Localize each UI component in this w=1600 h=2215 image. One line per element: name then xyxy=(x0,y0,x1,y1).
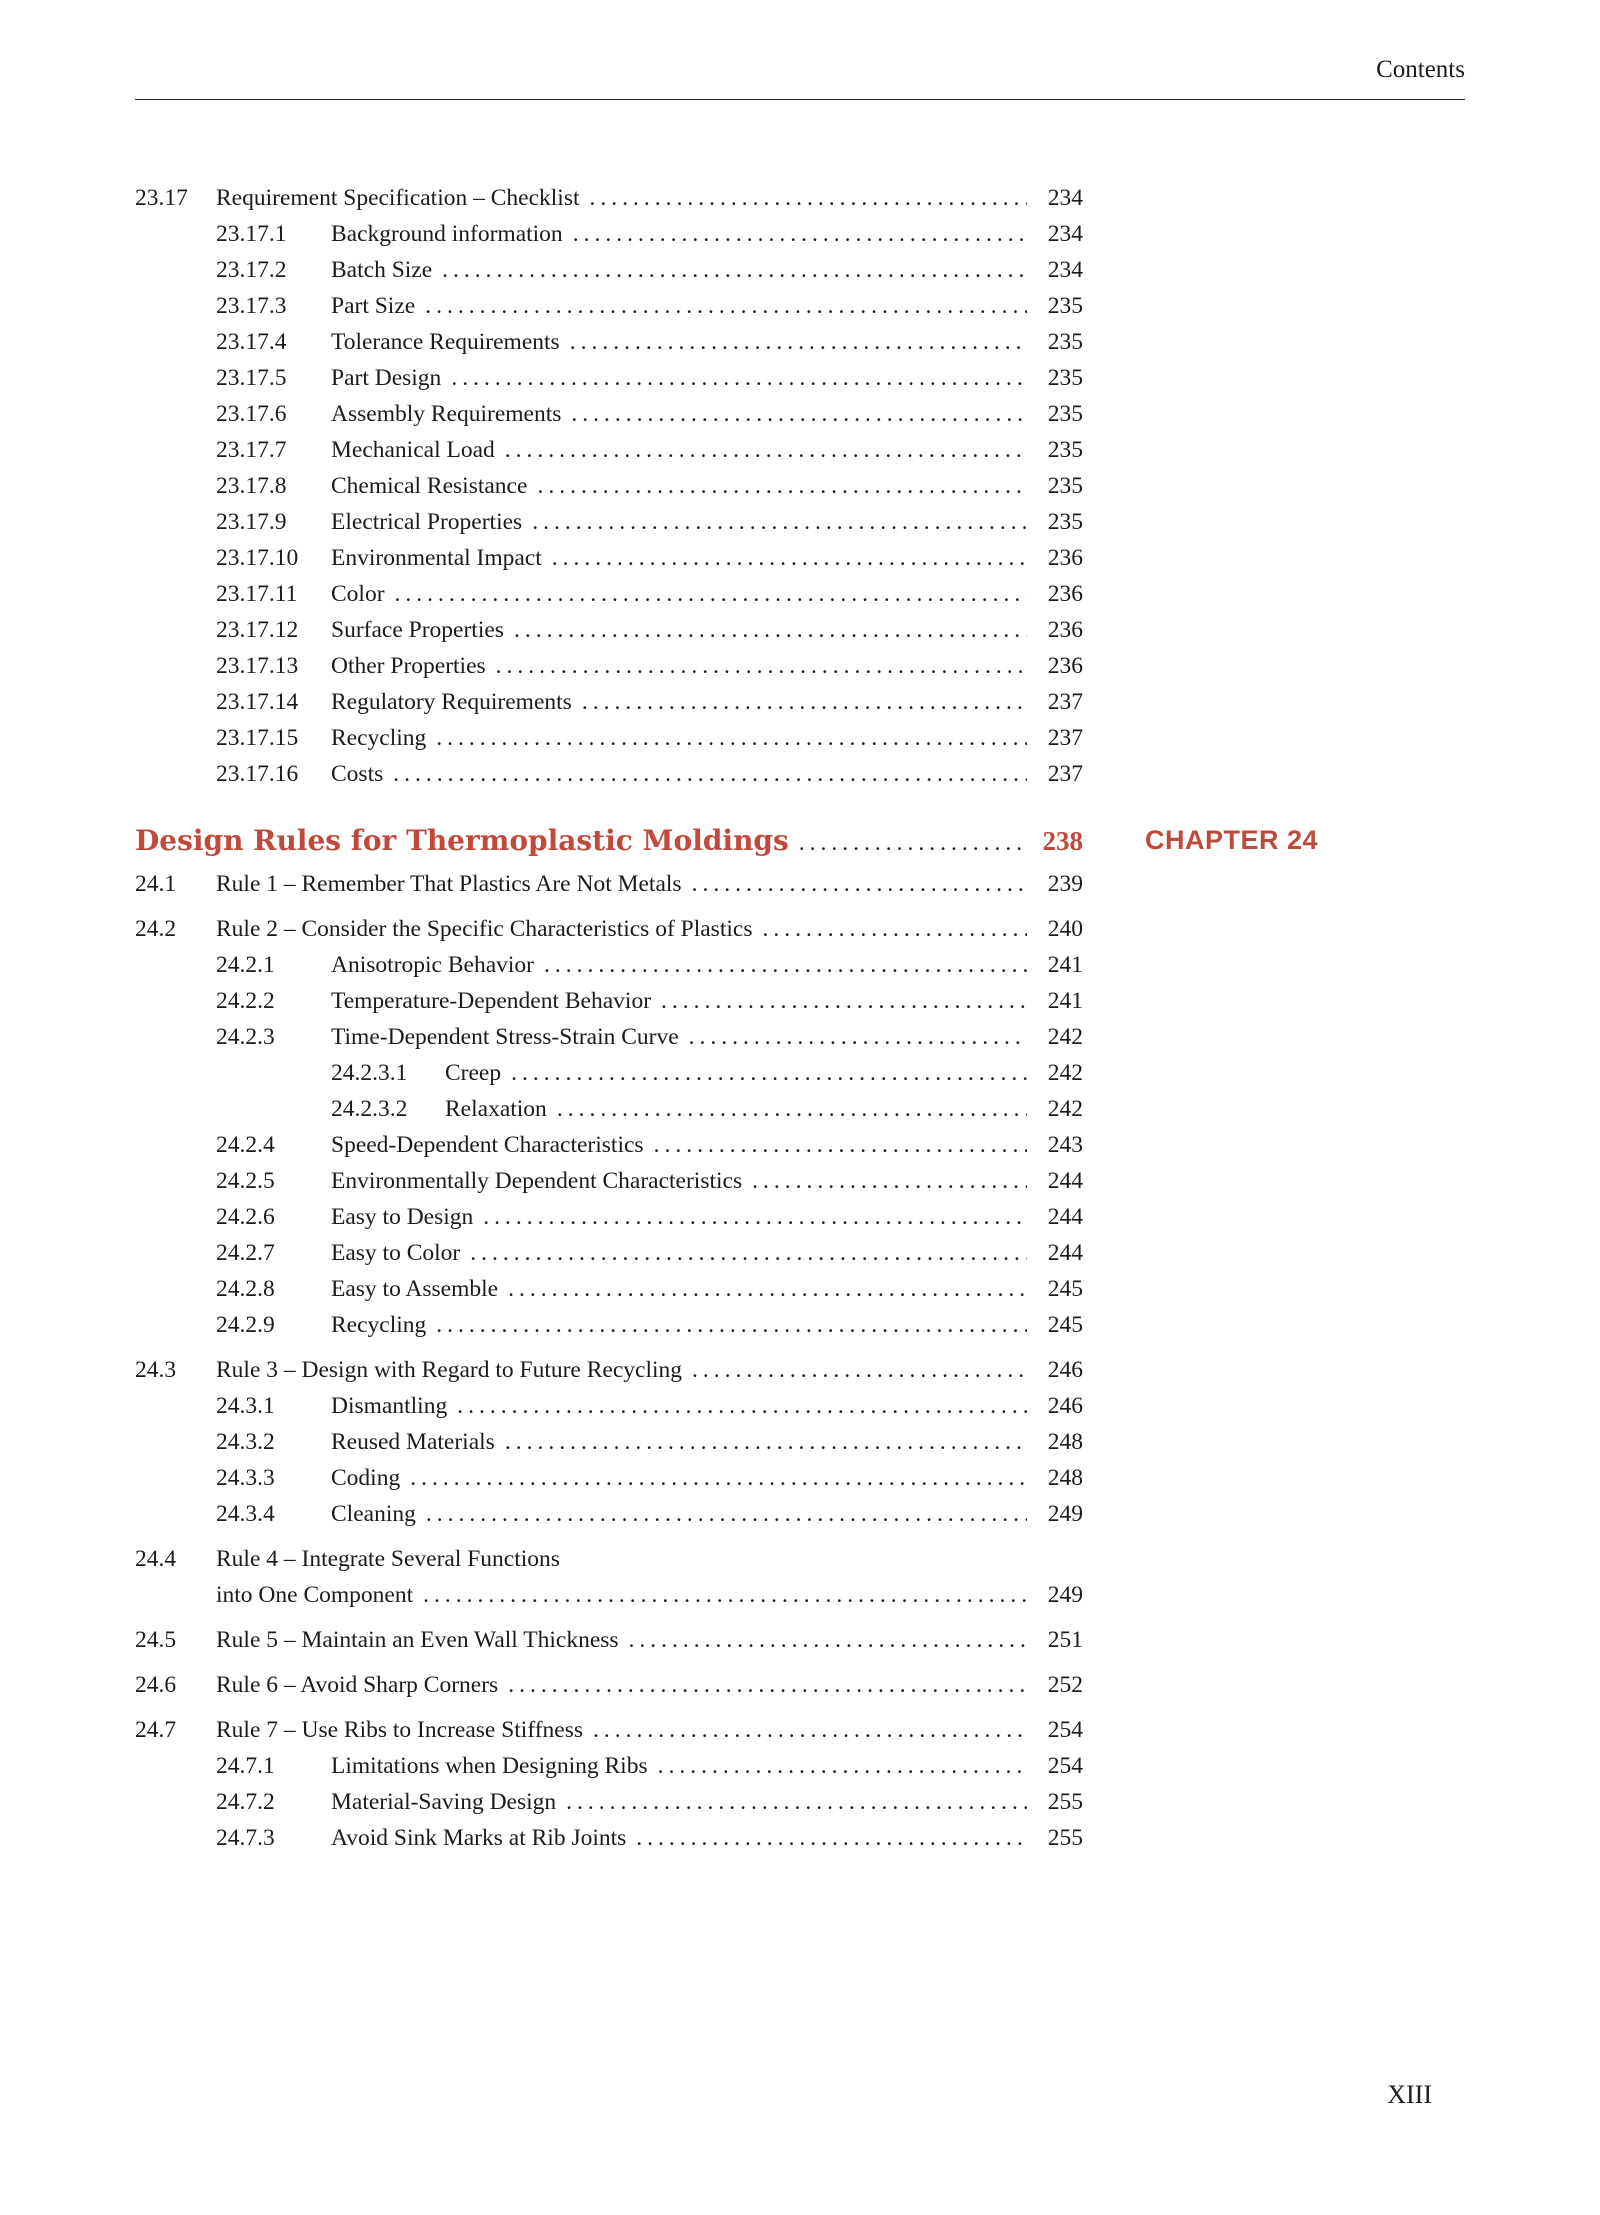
entry-page-number: 241 xyxy=(1047,952,1083,978)
entry-page-number: 244 xyxy=(1047,1204,1083,1230)
dot-leader xyxy=(557,1091,1027,1127)
toc-section-24 xyxy=(135,866,1083,1856)
dot-leader xyxy=(566,1784,1027,1820)
dot-leader xyxy=(514,612,1027,648)
dot-leader xyxy=(544,947,1027,983)
entry-page-number: 255 xyxy=(1047,1825,1083,1851)
dot-leader xyxy=(629,1622,1027,1658)
entry-page-number: 243 xyxy=(1047,1132,1083,1158)
entry-page-number: 234 xyxy=(1047,185,1083,211)
entry-number: 23.17.16 xyxy=(216,761,299,787)
dot-leader xyxy=(570,324,1027,360)
entry-page-number: 236 xyxy=(1047,617,1083,643)
entry-number: 23.17.6 xyxy=(216,401,287,427)
entry-number: 24.2.3.1 xyxy=(331,1060,408,1086)
dot-leader xyxy=(692,1352,1027,1388)
toc-entry xyxy=(135,756,1083,792)
entry-title: Rule 1 – Remember That Plastics Are Not Metals xyxy=(216,871,682,897)
toc-entry xyxy=(135,216,1083,252)
entry-number: 24.7.3 xyxy=(216,1825,275,1851)
entry-page-number: 234 xyxy=(1047,257,1083,283)
entry-page-number: 235 xyxy=(1047,293,1083,319)
toc-entry xyxy=(135,540,1083,576)
dot-leader xyxy=(762,911,1027,947)
entry-page-number: 246 xyxy=(1047,1357,1083,1383)
toc-entry xyxy=(135,1307,1083,1343)
entry-title: Tolerance Requirements xyxy=(331,329,560,355)
entry-title: Coding xyxy=(331,1465,401,1491)
entry-number: 24.7.1 xyxy=(216,1753,275,1779)
entry-page-number: 242 xyxy=(1047,1024,1083,1050)
entry-title: Part Size xyxy=(331,293,416,319)
toc-entry xyxy=(135,1199,1083,1235)
toc-entry xyxy=(135,432,1083,468)
entry-title: Time-Dependent Stress-Strain Curve xyxy=(331,1024,679,1050)
toc-entry xyxy=(135,1019,1083,1055)
dot-leader xyxy=(593,1712,1027,1748)
toc-entry xyxy=(135,1496,1083,1532)
entry-title: Chemical Resistance xyxy=(331,473,528,499)
entry-number: 23.17.4 xyxy=(216,329,287,355)
toc-entry xyxy=(135,648,1083,684)
entry-title: Rule 5 – Maintain an Even Wall Thickness xyxy=(216,1627,619,1653)
entry-number: 23.17.11 xyxy=(216,581,298,607)
entry-title: Creep xyxy=(445,1060,502,1086)
entry-title: Anisotropic Behavior xyxy=(331,952,534,978)
entry-page-number: 254 xyxy=(1047,1753,1083,1779)
dot-leader xyxy=(496,648,1027,684)
chapter-title: Design Rules for Thermoplastic Moldings xyxy=(135,824,789,857)
dot-leader xyxy=(658,1748,1027,1784)
chapter-heading-main xyxy=(135,824,1083,857)
toc-entry xyxy=(135,1541,1083,1577)
chapter-label: CHAPTER 24 xyxy=(1145,825,1319,855)
entry-title: Color xyxy=(331,581,385,607)
entry-number: 24.4 xyxy=(135,1546,177,1572)
entry-title: Environmental Impact xyxy=(331,545,542,571)
entry-page-number: 242 xyxy=(1047,1060,1083,1086)
entry-page-number: 244 xyxy=(1047,1168,1083,1194)
dot-leader xyxy=(552,540,1027,576)
entry-page-number: 239 xyxy=(1047,871,1083,897)
toc-entry xyxy=(135,504,1083,540)
entry-title: Rule 7 – Use Ribs to Increase Stiffness xyxy=(216,1717,584,1743)
page-footer xyxy=(135,2080,1465,2110)
entry-number: 23.17.14 xyxy=(216,689,299,715)
entry-page-number: 245 xyxy=(1047,1312,1083,1338)
entry-page-number: 241 xyxy=(1047,988,1083,1014)
entry-page-number: 254 xyxy=(1047,1717,1083,1743)
entry-number: 24.2.5 xyxy=(216,1168,275,1194)
header-title: Contents xyxy=(1376,56,1465,83)
toc-entry xyxy=(135,1127,1083,1163)
entry-page-number: 235 xyxy=(1047,509,1083,535)
dot-leader xyxy=(425,288,1027,324)
dot-leader xyxy=(590,180,1027,216)
dot-leader xyxy=(436,1307,1027,1343)
entry-title: Environmentally Dependent Characteristics xyxy=(331,1168,743,1194)
dot-leader xyxy=(457,1388,1027,1424)
entry-number: 24.2.7 xyxy=(216,1240,275,1266)
entry-title: Recycling xyxy=(331,725,427,751)
entry-page-number: 252 xyxy=(1047,1672,1083,1698)
entry-title: Other Properties xyxy=(331,653,486,679)
entry-page-number: 235 xyxy=(1047,329,1083,355)
toc-entry xyxy=(135,180,1083,216)
toc-entry xyxy=(135,1460,1083,1496)
dot-leader xyxy=(692,866,1027,902)
toc-entry xyxy=(135,576,1083,612)
page-header xyxy=(135,56,1465,84)
entry-title: Temperature-Dependent Behavior xyxy=(331,988,652,1014)
toc-entry xyxy=(135,468,1083,504)
entry-page-number: 244 xyxy=(1047,1240,1083,1266)
entry-title: Dismantling xyxy=(331,1393,448,1419)
toc-entry xyxy=(135,1667,1083,1703)
toc-entry xyxy=(135,1748,1083,1784)
entry-number: 24.3.2 xyxy=(216,1429,275,1455)
toc-entry xyxy=(135,720,1083,756)
entry-title: Surface Properties xyxy=(331,617,504,643)
dot-leader xyxy=(410,1460,1027,1496)
entry-title: Cleaning xyxy=(331,1501,416,1527)
dot-leader xyxy=(393,756,1027,792)
entry-page-number: 242 xyxy=(1047,1096,1083,1122)
entry-title: Part Design xyxy=(331,365,442,391)
entry-title: into One Component xyxy=(216,1582,414,1608)
dot-leader xyxy=(508,1667,1027,1703)
entry-title: Assembly Requirements xyxy=(331,401,562,427)
dot-leader xyxy=(508,1271,1027,1307)
toc-entry xyxy=(135,1091,1083,1127)
entry-page-number: 235 xyxy=(1047,401,1083,427)
entry-page-number: 235 xyxy=(1047,437,1083,463)
toc-entry xyxy=(135,396,1083,432)
dot-leader xyxy=(442,252,1027,288)
toc-entry xyxy=(135,1055,1083,1091)
dot-leader xyxy=(532,504,1027,540)
page-number: XIII xyxy=(1387,2080,1432,2109)
toc-section-23 xyxy=(135,180,1083,792)
entry-number: 24.3 xyxy=(135,1357,177,1383)
entry-title: Recycling xyxy=(331,1312,427,1338)
toc-entry xyxy=(135,288,1083,324)
entry-page-number: 249 xyxy=(1047,1501,1083,1527)
dot-leader xyxy=(505,432,1027,468)
entry-title: Material-Saving Design xyxy=(331,1789,557,1815)
dot-leader xyxy=(799,830,1027,857)
entry-title: Regulatory Requirements xyxy=(331,689,572,715)
entry-page-number: 237 xyxy=(1047,725,1083,751)
entry-title: Avoid Sink Marks at Rib Joints xyxy=(331,1825,627,1851)
entry-page-number: 246 xyxy=(1047,1393,1083,1419)
entry-page-number: 235 xyxy=(1047,365,1083,391)
toc-entry xyxy=(135,684,1083,720)
entry-title: Rule 4 – Integrate Several Functions xyxy=(216,1546,560,1572)
toc-entry xyxy=(135,612,1083,648)
dot-leader xyxy=(511,1055,1027,1091)
entry-number: 24.2.3.2 xyxy=(331,1096,408,1122)
toc-entry xyxy=(135,983,1083,1019)
entry-title: Batch Size xyxy=(331,257,433,283)
toc-content xyxy=(135,180,1465,1856)
entry-title: Easy to Color xyxy=(331,1240,461,1266)
toc-entry xyxy=(135,1820,1083,1856)
entry-page-number: 245 xyxy=(1047,1276,1083,1302)
entry-number: 24.5 xyxy=(135,1627,177,1653)
entry-title: Background information xyxy=(331,221,563,247)
toc-entry xyxy=(135,252,1083,288)
entry-number: 23.17.15 xyxy=(216,725,299,751)
entry-number: 24.2 xyxy=(135,916,177,942)
entry-page-number: 240 xyxy=(1047,916,1083,942)
entry-title: Easy to Design xyxy=(331,1204,474,1230)
toc-entry xyxy=(135,1784,1083,1820)
entry-title: Rule 6 – Avoid Sharp Corners xyxy=(216,1672,499,1698)
toc-entry xyxy=(135,1424,1083,1460)
entry-number: 24.7.2 xyxy=(216,1789,275,1815)
toc-entry-continuation xyxy=(135,1577,1083,1613)
dot-leader xyxy=(573,216,1027,252)
entry-number: 24.2.1 xyxy=(216,952,275,978)
toc-entry xyxy=(135,1622,1083,1658)
dot-leader xyxy=(571,396,1027,432)
toc-entry xyxy=(135,1352,1083,1388)
entry-number: 23.17.10 xyxy=(216,545,299,571)
entry-page-number: 251 xyxy=(1047,1627,1083,1653)
toc-entry xyxy=(135,947,1083,983)
entry-number: 24.6 xyxy=(135,1672,177,1698)
entry-number: 24.7 xyxy=(135,1717,177,1743)
chapter-heading-row xyxy=(135,824,1465,857)
entry-number: 24.3.4 xyxy=(216,1501,275,1527)
dot-leader xyxy=(426,1496,1027,1532)
entry-number: 24.1 xyxy=(135,871,177,897)
dot-leader xyxy=(436,720,1027,756)
entry-number: 23.17 xyxy=(135,185,188,211)
entry-page-number: 255 xyxy=(1047,1789,1083,1815)
entry-number: 24.3.3 xyxy=(216,1465,275,1491)
toc-entry xyxy=(135,1271,1083,1307)
entry-number: 24.2.2 xyxy=(216,988,275,1014)
entry-number: 23.17.2 xyxy=(216,257,287,283)
entry-page-number: 235 xyxy=(1047,473,1083,499)
entry-number: 23.17.8 xyxy=(216,473,287,499)
entry-number: 23.17.12 xyxy=(216,617,299,643)
entry-number: 24.2.4 xyxy=(216,1132,275,1158)
dot-leader xyxy=(654,1127,1027,1163)
toc-entry xyxy=(135,1712,1083,1748)
entry-title: Limitations when Designing Ribs xyxy=(331,1753,648,1779)
entry-title: Electrical Properties xyxy=(331,509,523,535)
chapter-page-number: 238 xyxy=(1042,826,1083,856)
dot-leader xyxy=(537,468,1027,504)
dot-leader xyxy=(395,576,1027,612)
entry-number: 24.2.8 xyxy=(216,1276,275,1302)
entry-number: 23.17.5 xyxy=(216,365,287,391)
header-rule xyxy=(135,99,1465,100)
entry-page-number: 236 xyxy=(1047,653,1083,679)
dot-leader xyxy=(689,1019,1027,1055)
entry-page-number: 236 xyxy=(1047,581,1083,607)
dot-leader xyxy=(752,1163,1027,1199)
entry-title: Requirement Specification – Checklist xyxy=(216,185,580,211)
entry-number: 23.17.1 xyxy=(216,221,287,247)
entry-title: Reused Materials xyxy=(331,1429,495,1455)
toc-entry xyxy=(135,911,1083,947)
entry-title: Easy to Assemble xyxy=(331,1276,499,1302)
toc-entry xyxy=(135,1235,1083,1271)
entry-page-number: 249 xyxy=(1047,1582,1083,1608)
dot-leader xyxy=(505,1424,1027,1460)
entry-number: 24.2.6 xyxy=(216,1204,275,1230)
entry-number: 24.3.1 xyxy=(216,1393,275,1419)
dot-leader xyxy=(451,360,1027,396)
entry-number: 23.17.13 xyxy=(216,653,299,679)
entry-title: Rule 3 – Design with Regard to Future Recycling xyxy=(216,1357,683,1383)
entry-number: 23.17.9 xyxy=(216,509,287,535)
entry-title: Speed-Dependent Characteristics xyxy=(331,1132,644,1158)
dot-leader xyxy=(661,983,1027,1019)
toc-entry xyxy=(135,324,1083,360)
entry-page-number: 236 xyxy=(1047,545,1083,571)
toc-entry xyxy=(135,866,1083,902)
entry-page-number: 237 xyxy=(1047,689,1083,715)
dot-leader xyxy=(636,1820,1027,1856)
dot-leader xyxy=(483,1199,1027,1235)
entry-number: 23.17.3 xyxy=(216,293,287,319)
entry-title: Relaxation xyxy=(445,1096,547,1122)
dot-leader xyxy=(423,1577,1027,1613)
entry-page-number: 237 xyxy=(1047,761,1083,787)
entry-title: Costs xyxy=(331,761,384,787)
dot-leader xyxy=(470,1235,1027,1271)
entry-number: 23.17.7 xyxy=(216,437,287,463)
toc-entry xyxy=(135,1163,1083,1199)
entry-title: Rule 2 – Consider the Specific Characteristics of Plastics xyxy=(216,916,753,942)
entry-page-number: 234 xyxy=(1047,221,1083,247)
entry-number: 24.2.9 xyxy=(216,1312,275,1338)
toc-entry xyxy=(135,360,1083,396)
entry-number: 24.2.3 xyxy=(216,1024,275,1050)
entry-page-number: 248 xyxy=(1047,1465,1083,1491)
dot-leader xyxy=(582,684,1027,720)
entry-page-number: 248 xyxy=(1047,1429,1083,1455)
entry-title: Mechanical Load xyxy=(331,437,495,463)
toc-entry xyxy=(135,1388,1083,1424)
